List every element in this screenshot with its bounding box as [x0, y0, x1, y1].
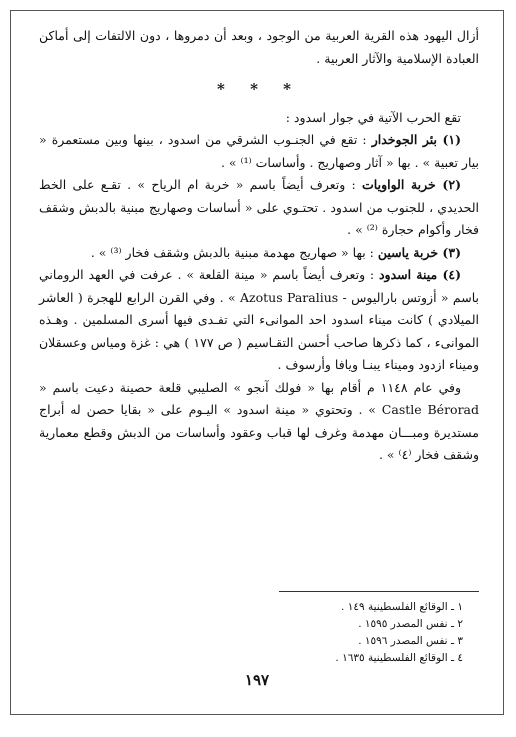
item-1-paragraph — [39, 129, 479, 174]
footnote-item: ١ ـ الوقائع الفلسطينية ١٤٩ . — [341, 601, 463, 613]
page-number: ١٩٧ — [244, 671, 270, 689]
item-2-paragraph — [39, 174, 479, 242]
footnotes-list — [335, 599, 463, 667]
item-2-text: : وتعرف أيضاً باسم « خربة ام الرياح » . تقـع على الخط الحديدي ، للجنوب من اسدود . تحتـوي على « أساسات وصهاريج مبنية بالدبش وشقف فخار وأكوام حجارة ⁽²⁾ » . — [39, 177, 479, 237]
war-lead-paragraph: تقع الحرب الآتية في جوار اسدود : — [285, 109, 461, 125]
item-2-label: (٢) خربة الواويات — [362, 177, 461, 192]
intro-paragraph: أزال اليهود هذه القرية العربية من الوجود ، وبعد أن دمروها ، دون الالتفات إلى أماكن العبادة الإسلامية والآثار العربية . — [39, 28, 479, 66]
item-4-text: : وتعرف أيضاً باسم « مينة القلعة » . عرفت في العهد الروماني باسم « أزوتس باراليوس - Azotus Paralius » . وفي القرن الرابع للهجرة ( العاشر الميلادي ) كانت ميناء اسدود احد الموانىء التي تفـدى فيها أسرى المسلمين . وهـذه الموانىء ، كما ذكرها صاحب أحسن التقـاسيم ( ص ١٧٧ ) هي : غزة ومياس وعسقلان وميناء ازدود وميناء يبنـا ويافا وأرسوف . — [39, 267, 479, 372]
page-body — [39, 25, 479, 467]
section-separator: * * * — [217, 80, 301, 98]
footnote-item: ٣ ـ نفس المصدر ١٥٩٦ . — [358, 635, 463, 647]
book-page — [10, 10, 504, 715]
footnote-item: ٤ ـ الوقائع الفلسطينية ١٦٣٥ . — [335, 652, 463, 664]
footnote-divider — [279, 591, 479, 592]
item-1-label: (١) بئر الجوخدار — [371, 132, 462, 147]
crusade-paragraph: وفي عام ١١٤٨ م أقام بها « فولك آنجو » الصليبي قلعة حصينة دعيت باسم « Castle Bérorad » . وتحتوي « مينة اسدود » اليـوم على « بقايا حصن له أبراج مستديرة ومبـــان مهدمة وغرف لها قباب وعقود وأساسات من الدبش وقطع معمارية وشقف فخار ⁽٤⁾ » . — [39, 379, 480, 462]
item-1-text: : تقع في الجنـوب الشرقي من اسدود ، بينها وبين مستعمرة « بيار تعبية » . بها « آثار وصهاريج . وأساسات ⁽¹⁾ » . — [39, 132, 479, 170]
item-3-label: (٣) خربة ياسين — [377, 244, 461, 260]
item-4-paragraph — [39, 264, 479, 377]
item-3-text: : بها « صهاريج مهدمة مبنية بالدبش وشقف فخار ⁽³⁾ » . — [90, 244, 378, 260]
item-4-label: (٤) مينة اسدود — [378, 267, 462, 282]
footnote-item: ٢ ـ نفس المصدر ١٥٩٥ . — [358, 618, 463, 630]
item-3-paragraph — [39, 242, 479, 265]
